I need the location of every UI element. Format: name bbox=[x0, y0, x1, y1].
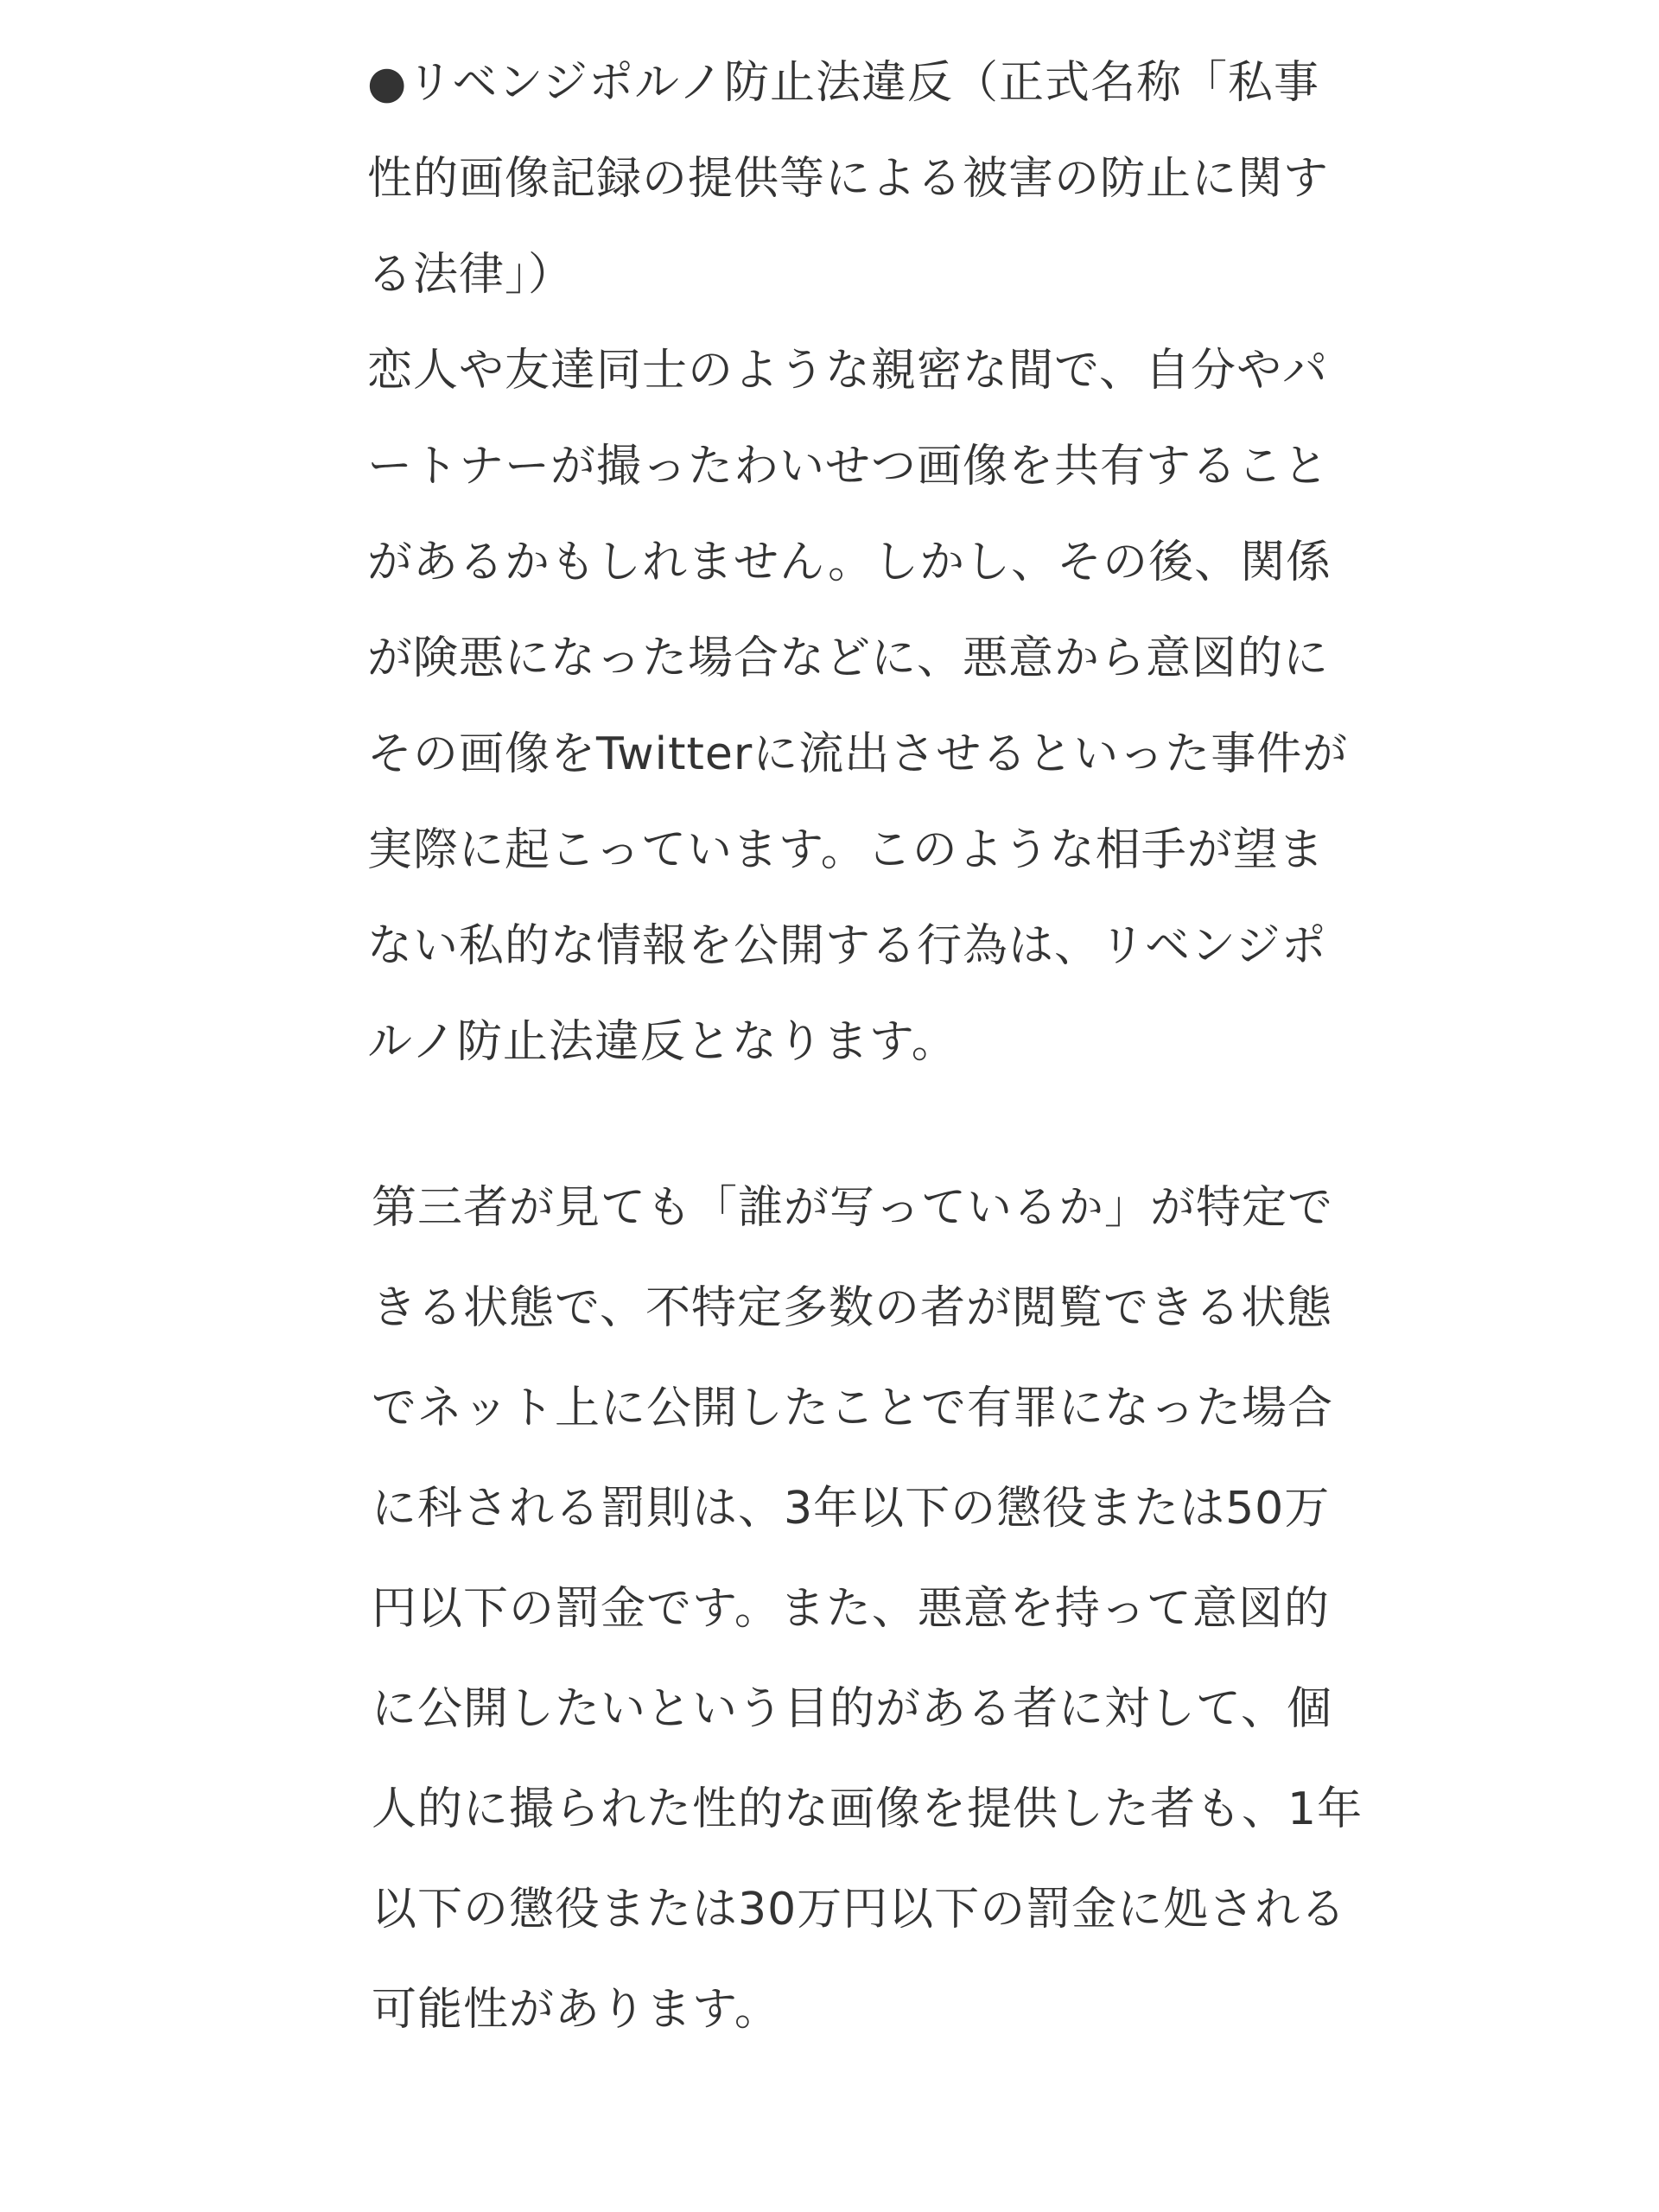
article-section-penalties bbox=[372, 1158, 1408, 2060]
paragraph-line: 可能性があります。 bbox=[372, 1984, 780, 2036]
paragraph-line: に公開したいという目的がある者に対して、個 bbox=[372, 1683, 1332, 1735]
paragraph-line: ートナーが撮ったわいせつ画像を共有すること bbox=[367, 441, 1330, 493]
paragraph-line: があるかもしれません。しかし、その後、関係 bbox=[367, 537, 1332, 588]
paragraph-line: 実際に起こっています。このような相手が望ま bbox=[367, 824, 1325, 876]
paragraph-line: 恋人や友達同士のような親密な間で、自分やパ bbox=[367, 345, 1328, 397]
article-section-revenge-porn-law bbox=[367, 35, 1378, 1090]
paragraph-line: 人的に撮られた性的な画像を提供した者も、1年 bbox=[372, 1783, 1363, 1835]
paragraph-line: 円以下の罰金です。また、悪意を持って意図的 bbox=[372, 1583, 1330, 1635]
paragraph-line: その画像をTwitterに流出させるといった事件が bbox=[367, 728, 1349, 780]
paragraph-line: きる状態で、不特定多数の者が閲覧できる状態 bbox=[372, 1282, 1332, 1334]
section-heading-line-2: 性的画像記録の提供等による被害の防止に関す bbox=[367, 153, 1330, 205]
paragraph-line: 第三者が見ても「誰が写っているか」が特定で bbox=[372, 1182, 1334, 1234]
section-heading-line-1: ●リベンジポルノ防止法違反（正式名称「私事 bbox=[367, 57, 1319, 109]
paragraph-line: ルノ防止法違反となります。 bbox=[367, 1016, 957, 1068]
paragraph-line: が険悪になった場合などに、悪意から意図的に bbox=[367, 632, 1330, 684]
section-heading-line-3: る法律」） bbox=[367, 249, 575, 301]
paragraph-line: ない私的な情報を公開する行為は、リベンジポ bbox=[367, 920, 1327, 972]
paragraph-line: 以下の懲役または30万円以下の罰金に処される bbox=[372, 1884, 1347, 1936]
paragraph-line: でネット上に公開したことで有罪になった場合 bbox=[372, 1382, 1334, 1434]
paragraph-line: に科される罰則は、3年以下の懲役または50万 bbox=[372, 1483, 1331, 1535]
